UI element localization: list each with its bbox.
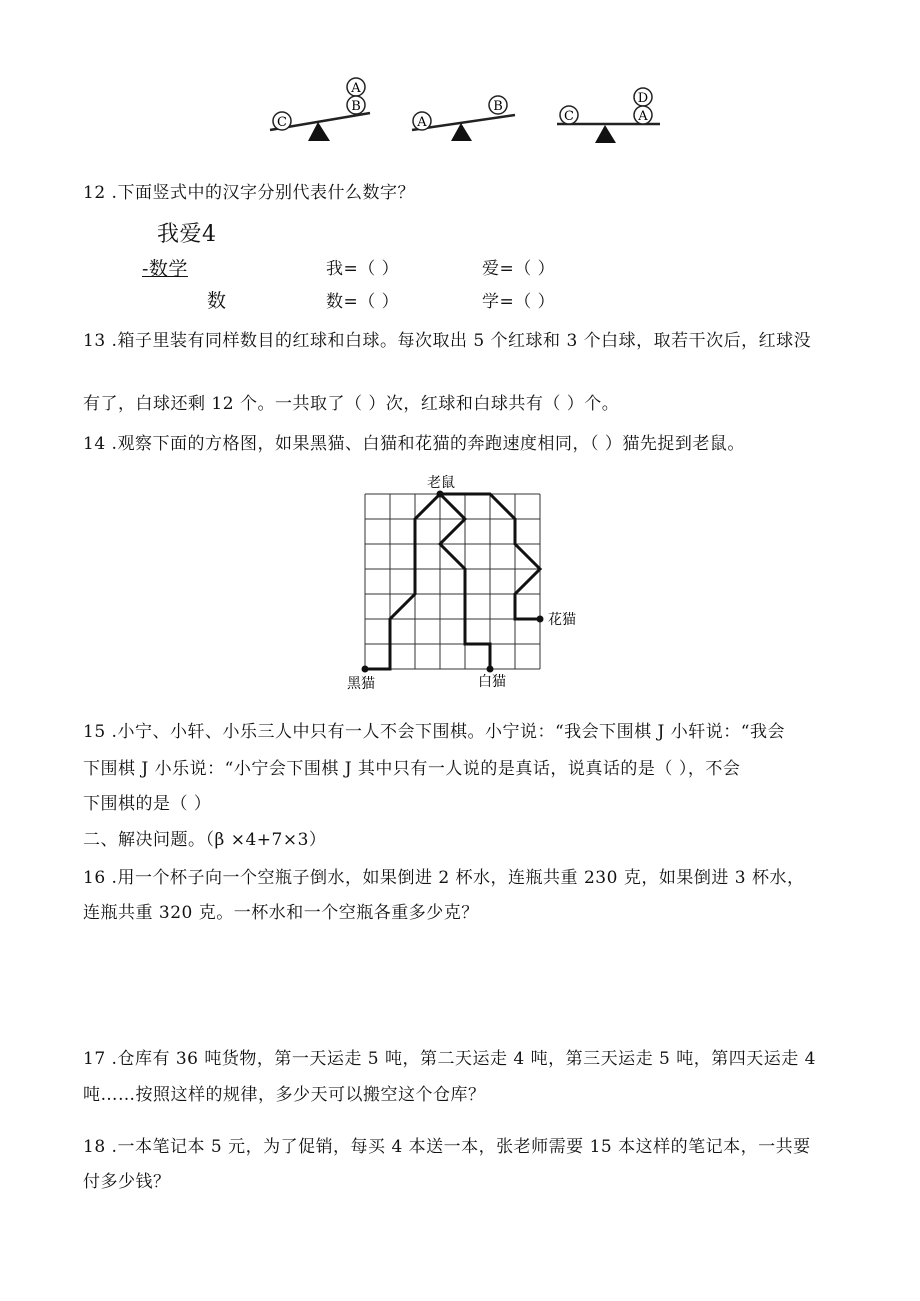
- seesaw-1-ball-left: [273, 112, 291, 130]
- q16-line-1: 16 .用一个杯子向一个空瓶子倒水，如果倒进 2 杯水，连瓶共重 230 克，如果倒进 3 杯水，: [83, 868, 805, 888]
- svg-text:A: A: [638, 109, 648, 124]
- seesaw-3: [557, 88, 660, 143]
- white-cat-dot: [487, 666, 494, 673]
- q18-line-1: 18 .一本笔记本 5 元，为了促销，每买 4 本送一本，张老师需要 15 本这样的笔记本，一共要: [83, 1137, 811, 1157]
- q13-line-2: 有了，白球还剩 12 个。一共取了（ ）次，红球和白球共有（ ）个。: [83, 394, 620, 414]
- q17-line-1: 17 .仓库有 36 吨货物，第一天运走 5 吨，第二天运走 4 吨，第三天运走 5 吨，第四天运走 4: [83, 1049, 816, 1069]
- q12-line-1: 我爱4: [157, 222, 217, 247]
- q15-line-1: 15 .小宁、小轩、小乐三人中只有一人不会下围棋。小宁说：“我会下围棋 J 小轩说：“我会: [83, 722, 785, 742]
- black-cat-path: [365, 494, 440, 669]
- seesaw-2-ball-right: [489, 96, 507, 114]
- seesaw-2: [412, 96, 515, 141]
- svg-text:D: D: [637, 91, 649, 106]
- q16-line-2: 连瓶共重 320 克。一杯水和一个空瓶各重多少克？: [83, 903, 479, 923]
- q15-line-2: 下围棋 J 小乐说：“小宁会下围棋 J 其中只有一人说的是真话，说真话的是（ ），不会: [83, 759, 741, 779]
- svg-text:A: A: [351, 81, 361, 96]
- grid-maze-figure: [0, 466, 920, 696]
- black-cat-label: 黑猫: [347, 676, 375, 692]
- seesaw-figures: [0, 0, 920, 160]
- seesaw-1: [270, 78, 370, 141]
- seesaw-1-ball-right-bottom: [347, 96, 365, 114]
- seesaw-3-ball-right-bottom: [634, 106, 652, 124]
- q12-answer-wo[interactable]: 我=（ ）: [326, 259, 400, 279]
- q18-line-2: 付多少钱？: [83, 1172, 171, 1192]
- seesaw-3-ball-left: [560, 106, 578, 124]
- mouse-dot: [437, 491, 444, 498]
- svg-text:B: B: [351, 99, 361, 114]
- svg-text:C: C: [277, 115, 287, 130]
- white-cat-label: 白猫: [478, 674, 506, 690]
- black-cat-dot: [362, 666, 369, 673]
- q15-line-3: 下围棋的是（ ）: [83, 794, 212, 814]
- section-2-title: 二、解决问题。（β ×4+7×3）: [83, 830, 327, 850]
- svg-text:B: B: [493, 99, 503, 114]
- q12-answer-xue[interactable]: 学=（ ）: [482, 292, 556, 312]
- seesaw-2-ball-left: [413, 112, 431, 130]
- q12-answer-ai[interactable]: 爱=（ ）: [482, 259, 556, 279]
- q12-question: 12 .下面竖式中的汉字分别代表什么数字？: [83, 183, 415, 203]
- mouse-label: 老鼠: [427, 475, 455, 491]
- seesaw-3-ball-right-top: [634, 88, 652, 106]
- q12-line-2: -数学: [142, 258, 188, 280]
- q12-answer-shu[interactable]: 数=（ ）: [326, 292, 400, 312]
- seesaw-1-ball-right-top: [347, 78, 365, 96]
- white-cat-path: [440, 494, 490, 669]
- q14-question: 14 .观察下面的方格图，如果黑猫、白猫和花猫的奔跑速度相同，（ ）猫先捉到老鼠。: [83, 434, 745, 454]
- flower-cat-dot: [537, 616, 544, 623]
- q12-line-3: 数: [207, 290, 227, 312]
- q13-line-1: 13 .箱子里装有同样数目的红球和白球。每次取出 5 个红球和 3 个白球，取若干次后，红球没: [83, 331, 812, 351]
- svg-text:C: C: [564, 109, 574, 124]
- q17-line-2: 吨……按照这样的规律，多少天可以搬空这个仓库？: [83, 1085, 486, 1105]
- flower-cat-label: 花猫: [548, 612, 576, 628]
- svg-text:A: A: [417, 115, 427, 130]
